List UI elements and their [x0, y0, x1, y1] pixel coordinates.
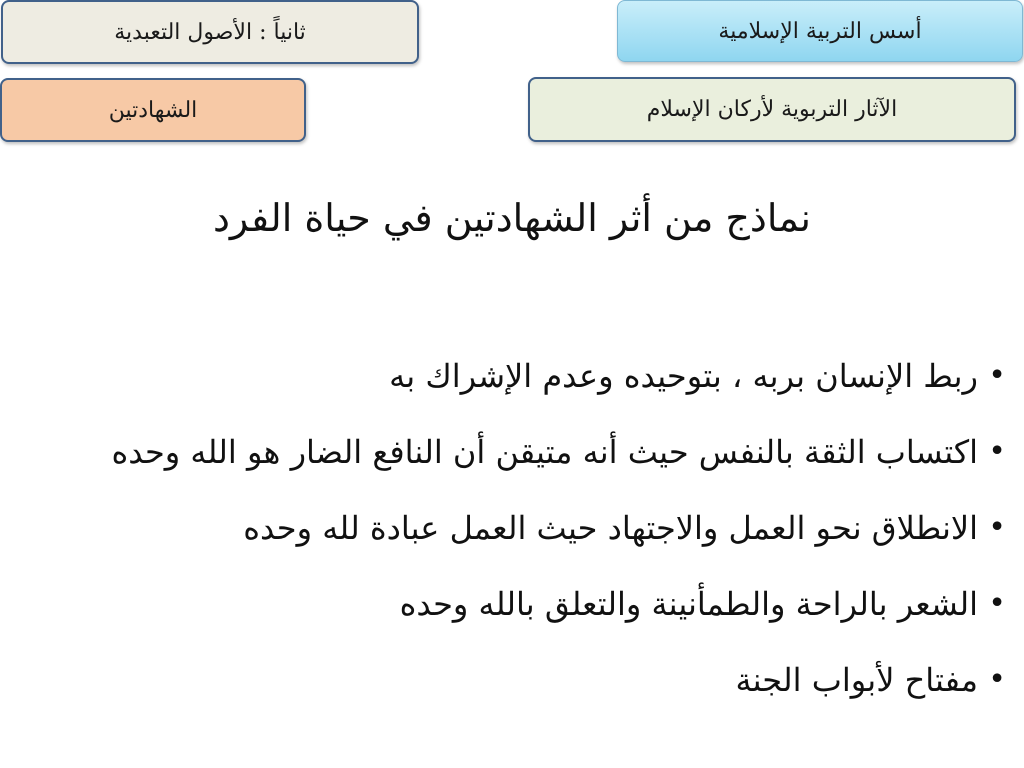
bullet-list — [46, 338, 1006, 718]
bullet-icon: • — [988, 586, 1006, 621]
bullet-icon: • — [988, 662, 1006, 697]
bullet-text: الشعر بالراحة والطمأنينة والتعلق بالله وحده — [399, 585, 978, 623]
lesson-label: الآثار التربوية لأركان الإسلام — [646, 97, 898, 122]
lesson-label-box — [528, 77, 1016, 142]
bullet-item — [46, 566, 1006, 642]
section-label-box — [1, 0, 419, 64]
bullet-text: مفتاح لأبواب الجنة — [735, 661, 978, 699]
page-title: نماذج من أثر الشهادتين في حياة الفرد — [213, 196, 811, 240]
bullet-item — [46, 642, 1006, 718]
topic-label-box — [617, 0, 1023, 62]
bullet-text: ربط الإنسان بربه ، بتوحيده وعدم الإشراك به — [389, 357, 978, 395]
bullet-text: اكتساب الثقة بالنفس حيث أنه متيقن أن النافع الضار هو الله وحده — [111, 433, 978, 471]
subtopic-label-box — [0, 78, 306, 142]
subtopic-label: الشهادتين — [108, 97, 198, 123]
bullet-item — [46, 490, 1006, 566]
bullet-icon: • — [988, 510, 1006, 545]
bullet-icon: • — [988, 358, 1006, 393]
bullet-text: الانطلاق نحو العمل والاجتهاد حيث العمل عبادة لله وحده — [243, 509, 978, 547]
topic-label: أسس التربية الإسلامية — [718, 18, 922, 44]
bullet-icon: • — [988, 434, 1006, 469]
section-label: ثانياً : الأصول التعبدية — [114, 19, 306, 45]
bullet-item — [46, 338, 1006, 414]
bullet-item — [46, 414, 1006, 490]
